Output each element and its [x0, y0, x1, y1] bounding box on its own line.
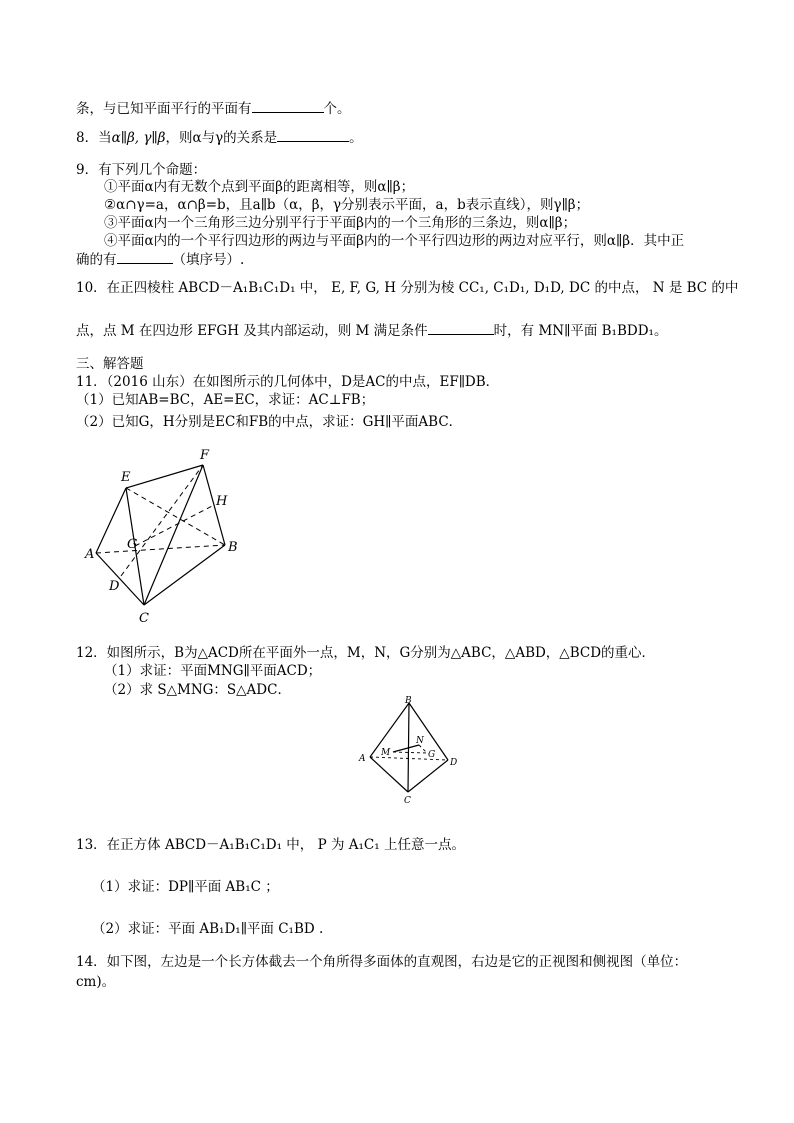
geometry-figure-12	[355, 692, 465, 807]
question-11: 11．（2016 山东）在如图所示的几何体中，D是AC的中点，EF∥DB．	[76, 374, 500, 390]
line-continuation: 条，与已知平面平行的平面有 个。	[76, 98, 351, 119]
label-H: H	[216, 494, 228, 509]
geometry-figure-11	[80, 444, 250, 626]
question-9-item-4: ④平面α内的一个平行四边形的两边与平面β内的一个平行四边形的两边对应平行，则α∥β．其中正	[104, 233, 685, 249]
label-B: B	[405, 696, 412, 706]
question-10-line-2: 点，点 M 在四边形 EFGH 及其内部运动，则 M 满足条件 时，有 MN∥平面 B₁BDD₁。	[76, 320, 667, 341]
question-9-answer: 确的有 （填序号）.	[76, 249, 244, 270]
question-13: 13．在正方体 ABCD－A₁B₁C₁D₁ 中， P 为 A₁C₁ 上任意一点。	[76, 837, 465, 853]
question-11-part-1: （1）已知AB=BC，AE=EC，求证：AC⊥FB；	[76, 392, 375, 408]
label-D: D	[109, 579, 120, 594]
question-9-item-2: ②α∩γ=a，α∩β=b，且a∥b（α，β，γ分别表示平面，a，b表示直线），则γ∥β；	[104, 197, 590, 213]
label-G: G	[428, 750, 436, 760]
answer-blank[interactable]	[428, 320, 494, 335]
section-heading: 三、解答题	[76, 356, 144, 372]
question-9-head: 9．有下列几个命题：	[76, 162, 207, 178]
answer-blank[interactable]	[252, 98, 324, 113]
question-14-line-1: 14．如下图，左边是一个长方体截去一个角所得多面体的直观图，右边是它的正视图和侧视图（单位：	[76, 954, 688, 970]
label-C: C	[404, 796, 411, 806]
question-14-line-2: cm)。	[76, 974, 116, 990]
question-11-part-2: （2）已知G，H分别是EC和FB的中点，求证：GH∥平面ABC．	[76, 414, 463, 430]
label-N: N	[416, 736, 424, 746]
question-9-item-3: ③平面α内一个三角形三边分别平行于平面β内的一个三角形的三条边，则α∥β；	[104, 215, 577, 231]
label-E: E	[121, 470, 131, 485]
question-9-item-1: ①平面α内有无数个点到平面β的距离相等，则α∥β；	[104, 179, 415, 195]
question-13-part-2: （2）求证：平面 AB₁D₁∥平面 C₁BD .	[92, 921, 324, 937]
question-12: 12．如图所示，B为△ACD所在平面外一点，M，N，G分别为△ABC，△ABD，△BCD的重心．	[76, 645, 656, 661]
label-F: F	[200, 448, 210, 463]
question-10-line-1: 10．在正四棱柱 ABCD－A₁B₁C₁D₁ 中， E, F, G, H 分别为棱 CC₁, C₁D₁, D₁D, DC 的中点， N 是 BC 的中	[76, 280, 739, 296]
label-C: C	[139, 611, 149, 626]
question-13-part-1: （1）求证：DP∥平面 AB₁C ；	[92, 879, 279, 895]
question-12-part-2: （2）求 S△MNG：S△ADC．	[104, 682, 291, 698]
question-8: 8．当α∥β, γ∥β，则α与γ的关系是 。	[76, 127, 363, 148]
label-G: G	[127, 537, 138, 552]
label-A: A	[359, 754, 366, 764]
question-12-part-1: （1）求证：平面MNG∥平面ACD；	[104, 663, 322, 679]
label-A: A	[85, 547, 95, 562]
answer-blank[interactable]	[277, 127, 349, 142]
label-M: M	[381, 748, 391, 758]
answer-blank[interactable]	[117, 249, 173, 264]
label-D: D	[450, 758, 458, 768]
label-B: B	[228, 540, 238, 555]
